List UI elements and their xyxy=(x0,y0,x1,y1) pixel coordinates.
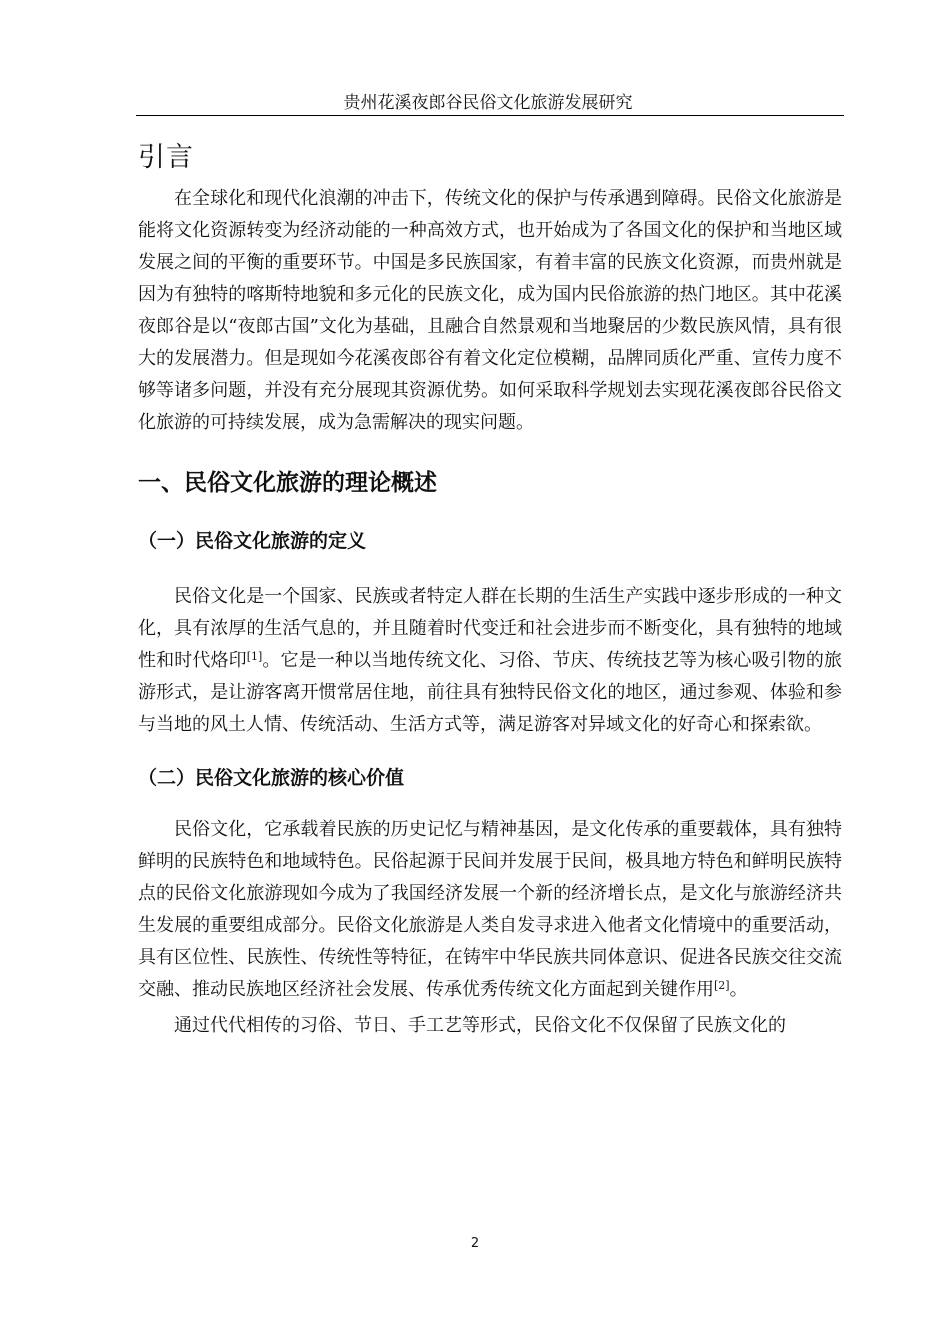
citation-2: [2] xyxy=(714,979,730,992)
running-header-title: 贵州花溪夜郎谷民俗文化旅游发展研究 xyxy=(343,93,633,113)
citation-1: [1] xyxy=(246,650,263,663)
core-value-paragraph xyxy=(138,814,842,1006)
intro-paragraph: 在全球化和现代化浪潮的冲击下，传统文化的保护与传承遇到障碍。民俗文化旅游是能将文化资源转变为经济动能的一种高效方式，也开始成为了各国文化的保护和当地区域发展之间的平衡的重要环节。中国是多民族国家，有着丰富的民族文化资源，而贵州就是因为有独特的喀斯特地貌和多元化的民族文化，成为国内民俗旅游的热门地区。其中花溪夜郎谷是以“夜郎古国”文化为基础，且融合自然景观和当地聚居的少数民族风情，具有很大的发展潜力。但是现如今花溪夜郎谷有着文化定位模糊，品牌同质化严重、宣传力度不够等诸多问题，并没有充分展现其资源优势。如何采取科学规划去实现花溪夜郎谷民俗文化旅游的可持续发展，成为急需解决的现实问题。 xyxy=(138,188,842,433)
paragraph-text: 。 xyxy=(729,979,748,1000)
paragraph-text: 民俗文化，它承载着民族的历史记忆与精神基因，是文化传承的重要载体，具有独特鲜明的民族特色和地域特色。民俗起源于民间并发展于民间，极具地方特色和鲜明民族特点的民俗文化旅游现如今成为了我国经济发展一个新的经济增长点，是文化与旅游经济共生发展的重要组成部分。民俗文化旅游是人类自发寻求进入他者文化情境中的重要活动，具有区位性、民族性、传统性等特征，在铸牢中华民族共同体意识、促进各民族交往交流交融、推动民族地区经济社会发展、传承优秀传统文化方面起到关键作用 xyxy=(138,819,842,1000)
intro-heading: 引言 xyxy=(138,142,194,173)
paragraph-text: 。它是一种以当地传统文化、习俗、节庆、传统技艺等为核心吸引物的旅游形式，是让游客离开惯常居住地，前往具有独特民俗文化的地区，通过参观、体验和参与当地的风土人情、传统活动、生活方式等，满足游客对异域文化的好奇心和探索欲。 xyxy=(138,650,843,735)
definition-paragraph xyxy=(138,581,842,741)
continuation-paragraph: 通过代代相传的习俗、节日、手工艺等形式，民俗文化不仅保留了民族文化的 xyxy=(174,1015,786,1036)
section-1-heading: 一、民俗文化旅游的理论概述 xyxy=(138,470,437,496)
paragraph-text: 民俗文化是一个国家、民族或者特定人群在长期的生活生产实践中逐步形成的一种文化，具有浓厚的生活气息的，并且随着时代变迁和社会进步而不断变化，具有独特的地域性和时代烙印 xyxy=(138,586,842,671)
header-rule xyxy=(136,115,844,116)
page-content xyxy=(138,138,842,1042)
subsection-1-heading: （一）民俗文化旅游的定义 xyxy=(138,530,367,552)
subsection-2-heading: （二）民俗文化旅游的核心价值 xyxy=(138,767,405,789)
page-number: 2 xyxy=(470,1236,480,1251)
